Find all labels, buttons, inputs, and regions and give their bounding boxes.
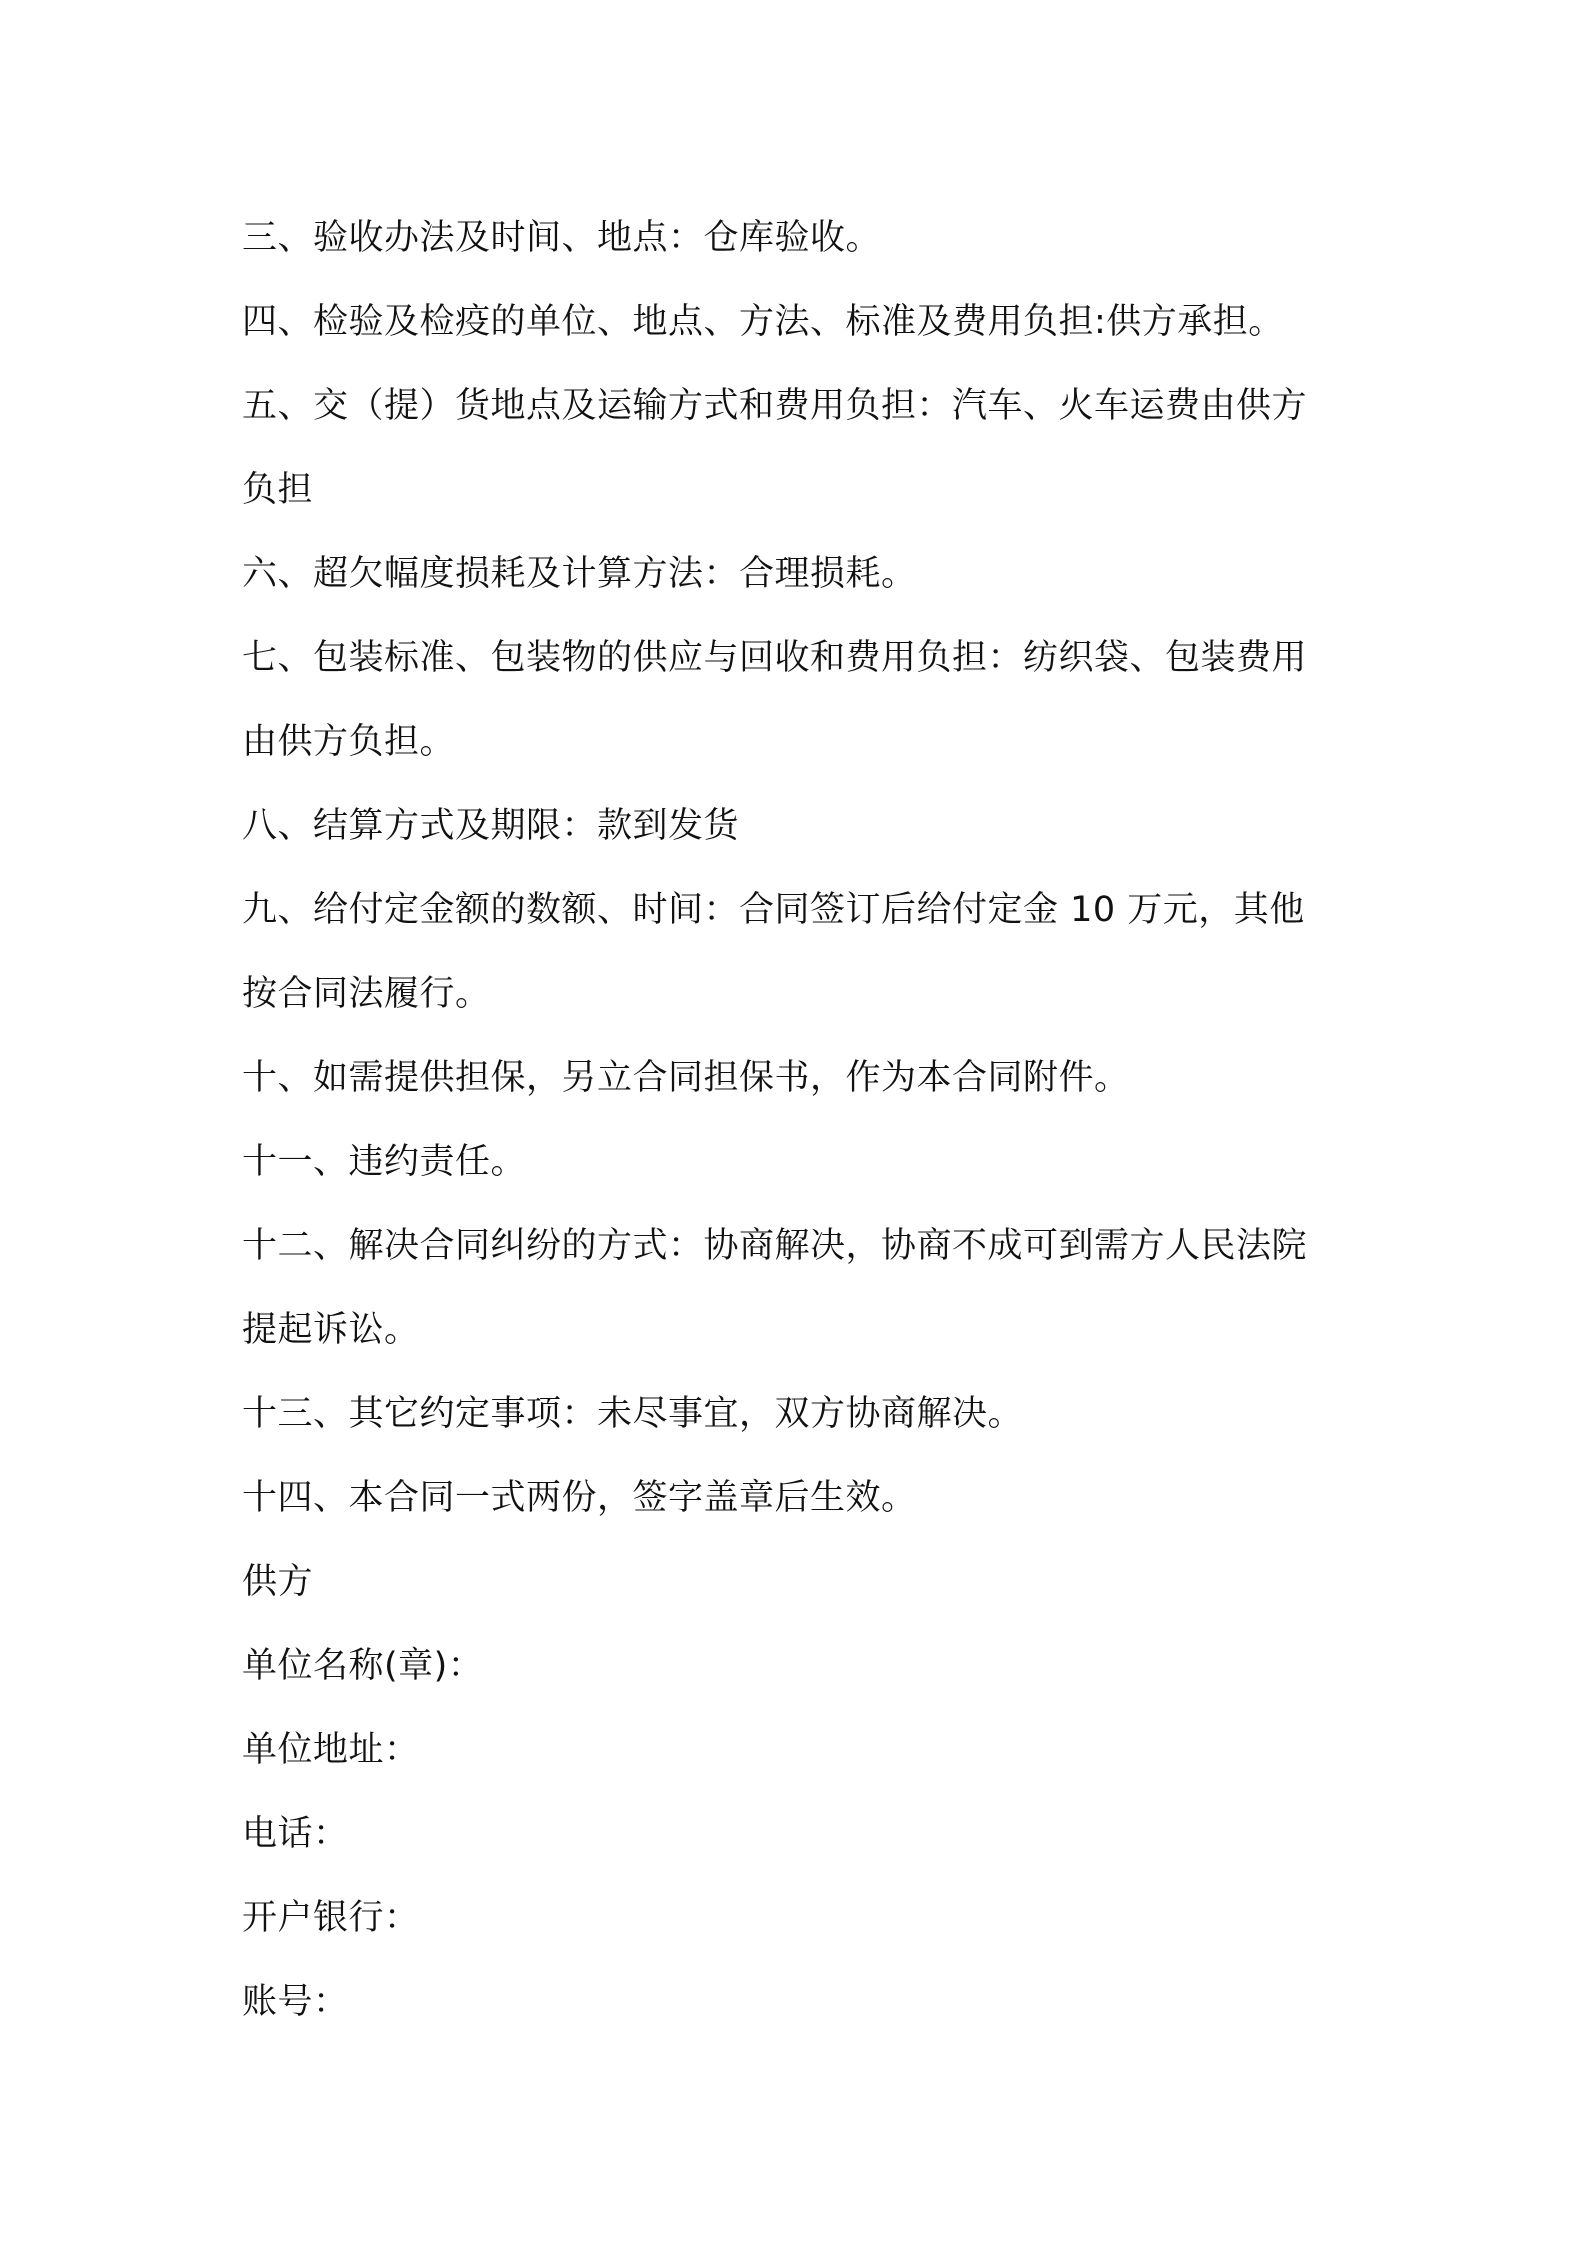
clause-12-disputes: 十二、解决合同纠纷的方式：协商解决，协商不成可到需方人民法院 (242, 1226, 1308, 1266)
supplier-address-label: 单位地址： (242, 1730, 420, 1770)
clause-6-loss: 六、超欠幅度损耗及计算方法：合理损耗。 (242, 554, 917, 594)
supplier-heading: 供方 (242, 1562, 314, 1602)
supplier-phone-label: 电话： (242, 1814, 349, 1854)
clause-8-settlement: 八、结算方式及期限：款到发货 (242, 806, 740, 846)
clause-7-packaging: 七、包装标准、包装物的供应与回收和费用负担：纺织袋、包装费用 (242, 638, 1308, 678)
clause-5-delivery-cont: 负担 (242, 470, 314, 510)
clause-5-delivery: 五、交（提）货地点及运输方式和费用负担：汽车、火车运费由供方 (242, 386, 1308, 426)
clause-9-deposit: 九、给付定金额的数额、时间：合同签订后给付定金 10 万元，其他 (242, 890, 1305, 930)
supplier-company-name-label: 单位名称(章)： (242, 1646, 484, 1686)
clause-4-inspection: 四、检验及检疫的单位、地点、方法、标准及费用负担:供方承担。 (242, 302, 1284, 342)
contract-body (242, 196, 1362, 2044)
clause-3-acceptance: 三、验收办法及时间、地点：仓库验收。 (242, 218, 882, 258)
clause-7-packaging-cont: 由供方负担。 (242, 722, 456, 762)
clause-10-guarantee: 十、如需提供担保，另立合同担保书，作为本合同附件。 (242, 1058, 1130, 1098)
clause-9-deposit-cont: 按合同法履行。 (242, 974, 491, 1014)
clause-12-disputes-cont: 提起诉讼。 (242, 1310, 420, 1350)
clause-14-effect: 十四、本合同一式两份，签字盖章后生效。 (242, 1478, 917, 1518)
supplier-account-label: 账号： (242, 1982, 349, 2022)
supplier-bank-label: 开户银行： (242, 1898, 420, 1938)
clause-13-other: 十三、其它约定事项：未尽事宜，双方协商解决。 (242, 1394, 1024, 1434)
clause-11-liability: 十一、违约责任。 (242, 1142, 527, 1182)
